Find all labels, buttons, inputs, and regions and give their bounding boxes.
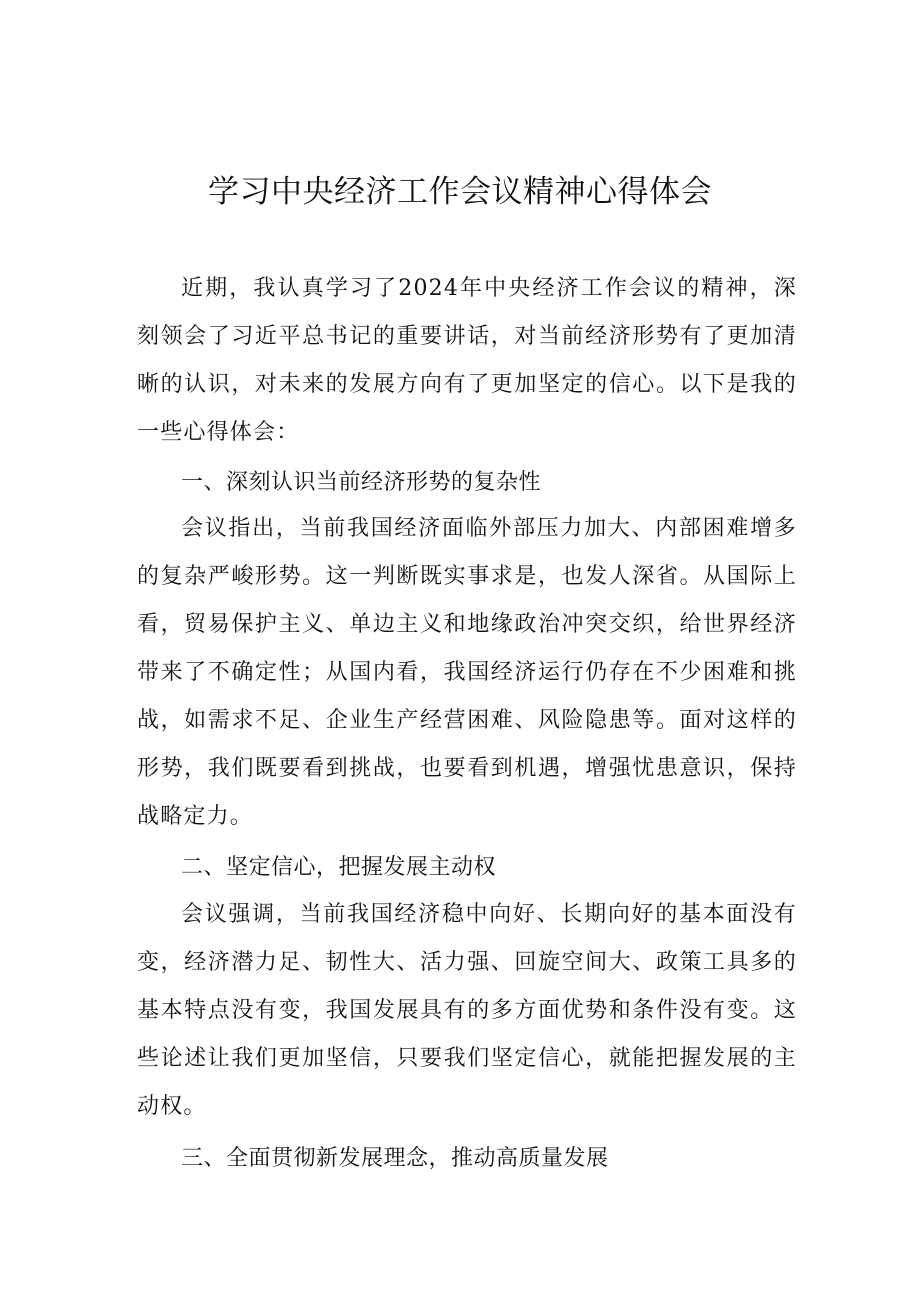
document-title: 学习中央经济工作会议精神心得体会 bbox=[208, 174, 712, 210]
section-2-paragraph: 会议强调，当前我国经济稳中向好、长期向好的基本面没有变，经济潜力足、韧性大、活力强、回旋空间大、政策工具多的基本特点没有变，我国发展具有的多方面优势和条件没有变。这些论述让我们更加坚信，只要我们坚定信心，就能把握发展的主动权。 bbox=[137, 902, 797, 1119]
section-3-heading: 三、全面贯彻新发展理念，推动高质量发展 bbox=[181, 1146, 609, 1171]
intro-paragraph: 近期，我认真学习了2024年中央经济工作会议的精神，深刻领会了习近平总书记的重要讲话，对当前经济形势有了更加清晰的认识，对未来的发展方向有了更加坚定的信心。以下是我的一些心得体会： bbox=[137, 276, 797, 445]
section-1-paragraph: 会议指出，当前我国经济面临外部压力加大、内部困难增多的复杂严峻形势。这一判断既实事求是，也发人深省。从国际上看，贸易保护主义、单边主义和地缘政治冲突交织，给世界经济带来了不确定性；从国内看，我国经济运行仍存在不少困难和挑战，如需求不足、企业生产经营困难、风险隐患等。面对这样的形势，我们既要看到挑战，也要看到机遇，增强忧患意识，保持战略定力。 bbox=[137, 516, 797, 829]
section-2-heading: 二、坚定信心，把握发展主动权 bbox=[181, 855, 497, 880]
section-1-heading: 一、深刻认识当前经济形势的复杂性 bbox=[181, 470, 542, 495]
